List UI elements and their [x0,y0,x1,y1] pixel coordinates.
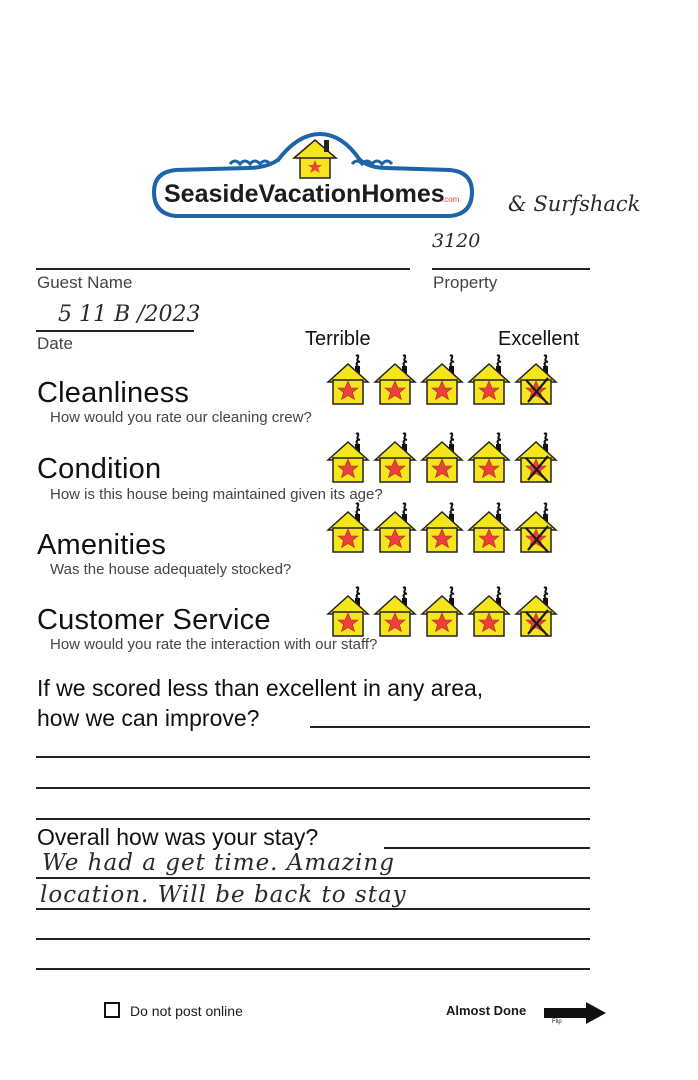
improve-question-line1: If we scored less than excellent in any area, [37,675,484,701]
logo-suffix: .com [442,195,460,204]
overall-question: Overall how was your stay? [37,824,319,850]
rating-row-customer-service [326,584,566,644]
seaside-vacation-homes-logo [148,130,478,225]
guest-name-label: Guest Name [37,273,133,292]
terrible-label: Terrible [305,328,371,350]
rating-house-icon[interactable] [420,584,464,640]
do-not-post-label: Do not post online [130,1003,243,1019]
rating-house-icon[interactable] [373,584,417,640]
overall-answer-line-1 [384,847,590,849]
rating-house-icon[interactable] [420,430,464,486]
guest-name-line [36,268,410,270]
overall-answer-handwritten-1: We had a get time. Amazing [42,850,395,876]
overall-answer-handwritten-2: location. Will be back to stay [40,882,407,908]
rating-house-icon[interactable] [467,430,511,486]
rating-row-amenities [326,500,566,560]
rating-house-icon[interactable] [373,352,417,408]
property-label: Property [433,273,498,292]
improve-answer-line-4 [36,818,590,820]
property-number-handwritten: 3120 [432,230,481,252]
rating-house-icon[interactable] [373,430,417,486]
rating-house-icon[interactable] [467,584,511,640]
overall-answer-line-4 [36,938,590,940]
category-title-amenities: Amenities [37,529,167,561]
improve-question-line2: how we can improve? [37,705,260,731]
rating-house-icon[interactable] [420,500,464,556]
category-title-condition: Condition [37,453,162,485]
rating-row-condition [326,430,566,490]
category-subtitle-amenities: Was the house adequately stocked? [50,561,292,578]
rating-house-icon[interactable] [514,584,558,640]
property-handwritten-note: & Surfshack [508,192,641,216]
improve-answer-line-1 [310,726,590,728]
date-handwritten: 5 11 B /2023 [58,302,201,327]
category-subtitle-customer-service: How would you rate the interaction with our staff? [50,636,378,653]
overall-answer-line-2 [36,877,590,879]
rating-house-icon[interactable] [373,500,417,556]
overall-answer-line-5 [36,968,590,970]
property-line [432,268,590,270]
excellent-label: Excellent [498,328,580,350]
date-line [36,330,194,332]
rating-house-icon[interactable] [514,500,558,556]
overall-answer-line-3 [36,908,590,910]
almost-done-label: Almost Done [446,1003,527,1018]
rating-house-icon[interactable] [467,500,511,556]
rating-house-icon[interactable] [326,584,370,640]
do-not-post-checkbox[interactable] [104,1002,120,1018]
category-title-cleanliness: Cleanliness [37,377,190,409]
category-subtitle-cleanliness: How would you rate our cleaning crew? [50,409,312,426]
rating-house-icon[interactable] [326,500,370,556]
flip-label: Flip [552,1019,562,1025]
rating-house-icon[interactable] [514,430,558,486]
improve-answer-line-2 [36,756,590,758]
logo-text: SeasideVacationHomes [164,180,445,208]
improve-answer-line-3 [36,787,590,789]
category-subtitle-condition: How is this house being maintained given its age? [50,486,383,503]
rating-house-icon[interactable] [514,352,558,408]
rating-house-icon[interactable] [467,352,511,408]
rating-house-icon[interactable] [326,352,370,408]
rating-house-icon[interactable] [326,430,370,486]
rating-row-cleanliness [326,352,566,412]
category-title-customer-service: Customer Service [37,604,271,636]
rating-house-icon[interactable] [420,352,464,408]
date-label: Date [37,334,73,353]
